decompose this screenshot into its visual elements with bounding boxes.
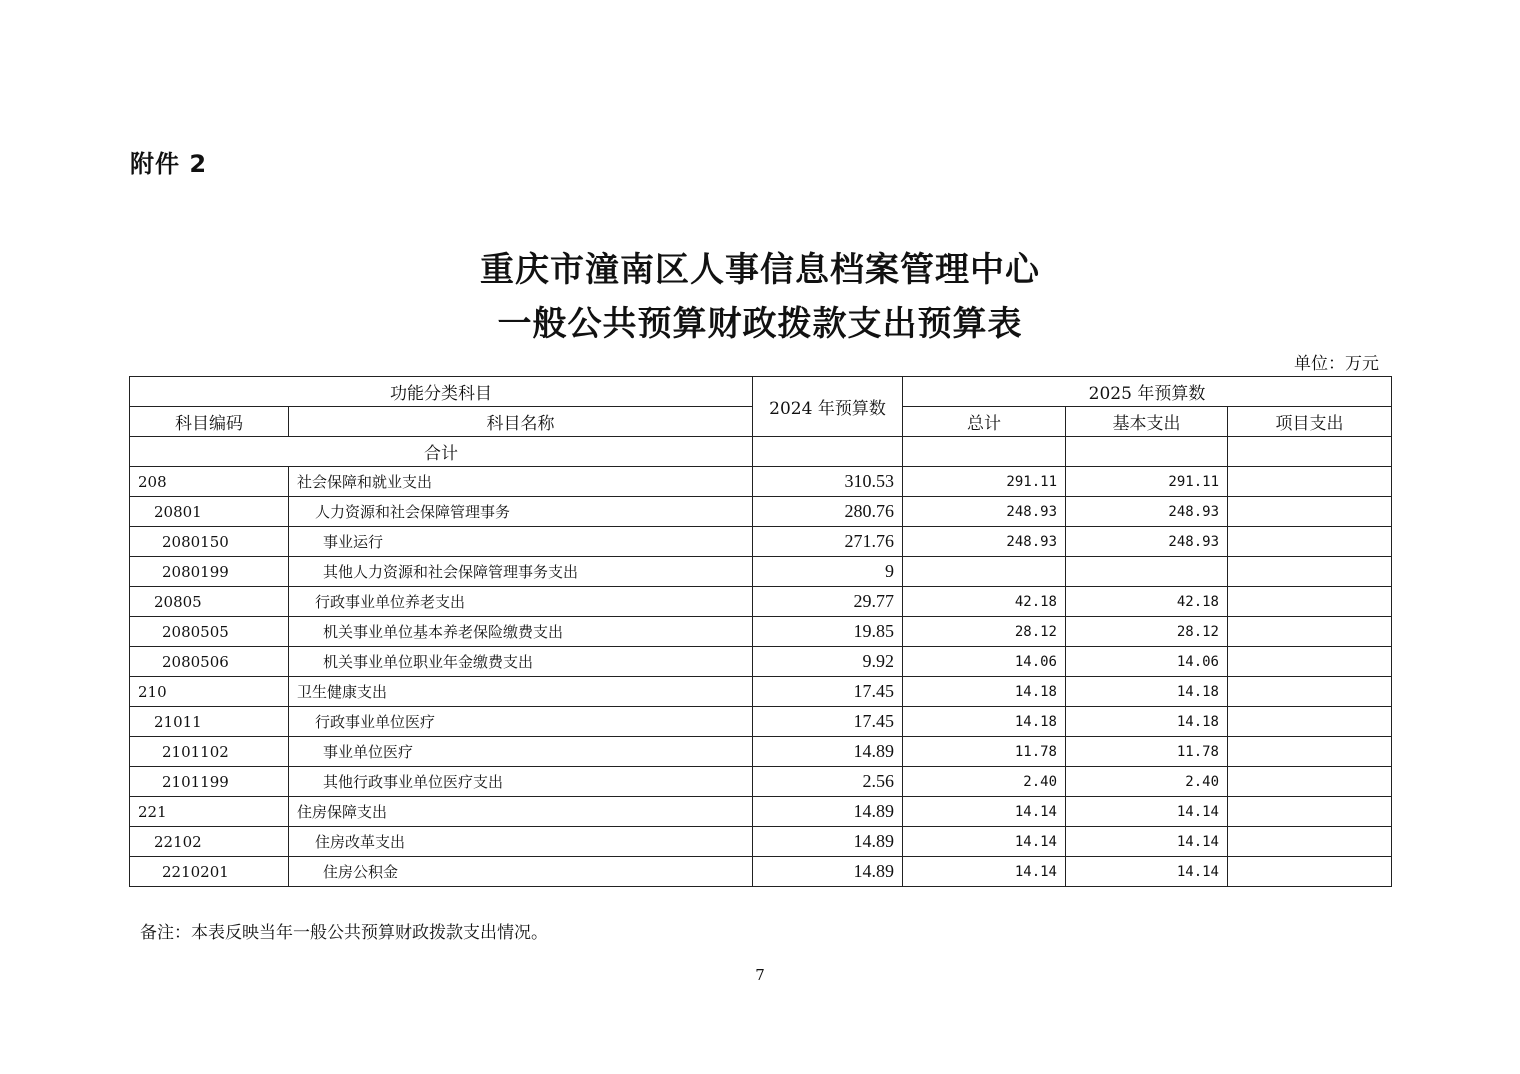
budget-2025-basic-cell: 248.93 xyxy=(1066,497,1228,527)
budget-2025-basic-cell: 2.40 xyxy=(1066,767,1228,797)
budget-2025-basic-cell: 14.06 xyxy=(1066,647,1228,677)
table-row xyxy=(130,557,1392,587)
header-project-expense: 项目支出 xyxy=(1228,407,1392,437)
subject-code-cell: 2080506 xyxy=(130,647,289,677)
header-functional-category: 功能分类科目 xyxy=(130,377,753,407)
subject-code-cell: 20801 xyxy=(130,497,289,527)
table-row xyxy=(130,617,1392,647)
budget-2025-total-cell xyxy=(903,557,1066,587)
total-2024 xyxy=(753,437,903,467)
budget-2025-total-cell: 248.93 xyxy=(903,497,1066,527)
budget-2025-project-cell xyxy=(1228,527,1392,557)
budget-2025-project-cell xyxy=(1228,827,1392,857)
unit-label: 单位：万元 xyxy=(1294,354,1379,374)
header-subject-code: 科目编码 xyxy=(130,407,289,437)
budget-2024-cell: 19.85 xyxy=(753,617,903,647)
subject-code-cell: 2080150 xyxy=(130,527,289,557)
subject-name-cell: 住房改革支出 xyxy=(289,827,753,857)
subject-code-cell: 2101199 xyxy=(130,767,289,797)
budget-2025-basic-cell: 28.12 xyxy=(1066,617,1228,647)
document-title-line1: 重庆市潼南区人事信息档案管理中心 xyxy=(480,250,1040,290)
table-row xyxy=(130,767,1392,797)
budget-2024-cell: 271.76 xyxy=(753,527,903,557)
budget-2024-cell: 17.45 xyxy=(753,707,903,737)
table-row xyxy=(130,587,1392,617)
subject-name-cell: 其他人力资源和社会保障管理事务支出 xyxy=(289,557,753,587)
budget-2024-cell: 14.89 xyxy=(753,797,903,827)
subject-code-cell: 2080505 xyxy=(130,617,289,647)
budget-2025-basic-cell: 14.14 xyxy=(1066,797,1228,827)
subject-code-cell: 21011 xyxy=(130,707,289,737)
subject-code-cell: 20805 xyxy=(130,587,289,617)
budget-2024-cell: 14.89 xyxy=(753,737,903,767)
budget-2025-project-cell xyxy=(1228,797,1392,827)
attachment-label: 附件 2 xyxy=(130,150,208,178)
budget-2025-total-cell: 14.18 xyxy=(903,677,1066,707)
budget-2024-cell: 9.92 xyxy=(753,647,903,677)
budget-2025-project-cell xyxy=(1228,857,1392,887)
subject-name-cell: 社会保障和就业支出 xyxy=(289,467,753,497)
subject-code-cell: 2210201 xyxy=(130,857,289,887)
budget-2025-basic-cell: 11.78 xyxy=(1066,737,1228,767)
budget-2025-total-cell: 14.06 xyxy=(903,647,1066,677)
header-basic-expense: 基本支出 xyxy=(1066,407,1228,437)
total-2025-total xyxy=(903,437,1066,467)
budget-table xyxy=(129,376,1392,887)
subject-code-cell: 22102 xyxy=(130,827,289,857)
budget-2024-cell: 310.53 xyxy=(753,467,903,497)
budget-2025-project-cell xyxy=(1228,677,1392,707)
budget-2024-cell: 17.45 xyxy=(753,677,903,707)
budget-2024-cell: 2.56 xyxy=(753,767,903,797)
budget-2025-project-cell xyxy=(1228,587,1392,617)
budget-2025-project-cell xyxy=(1228,467,1392,497)
footnote: 备注：本表反映当年一般公共预算财政拨款支出情况。 xyxy=(140,923,548,943)
budget-2025-project-cell xyxy=(1228,617,1392,647)
budget-2025-project-cell xyxy=(1228,647,1392,677)
subject-name-cell: 人力资源和社会保障管理事务 xyxy=(289,497,753,527)
subject-code-cell: 210 xyxy=(130,677,289,707)
subject-name-cell: 事业运行 xyxy=(289,527,753,557)
total-label: 合计 xyxy=(130,437,753,467)
budget-2024-cell: 280.76 xyxy=(753,497,903,527)
table-row xyxy=(130,707,1392,737)
subject-name-cell: 卫生健康支出 xyxy=(289,677,753,707)
subject-name-cell: 机关事业单位职业年金缴费支出 xyxy=(289,647,753,677)
document-title-line2: 一般公共预算财政拨款支出预算表 xyxy=(497,304,1023,344)
total-2025-basic xyxy=(1066,437,1228,467)
budget-2024-cell: 9 xyxy=(753,557,903,587)
budget-2025-project-cell xyxy=(1228,737,1392,767)
subject-name-cell: 其他行政事业单位医疗支出 xyxy=(289,767,753,797)
budget-2025-total-cell: 291.11 xyxy=(903,467,1066,497)
budget-2024-cell: 29.77 xyxy=(753,587,903,617)
budget-2025-basic-cell: 248.93 xyxy=(1066,527,1228,557)
budget-2024-cell: 14.89 xyxy=(753,857,903,887)
budget-2025-total-cell: 2.40 xyxy=(903,767,1066,797)
subject-code-cell: 2080199 xyxy=(130,557,289,587)
page-number: 7 xyxy=(755,966,765,984)
subject-name-cell: 行政事业单位养老支出 xyxy=(289,587,753,617)
budget-2025-basic-cell: 42.18 xyxy=(1066,587,1228,617)
subject-code-cell: 221 xyxy=(130,797,289,827)
table-row xyxy=(130,797,1392,827)
budget-2025-project-cell xyxy=(1228,767,1392,797)
table-row xyxy=(130,497,1392,527)
budget-2025-total-cell: 14.14 xyxy=(903,827,1066,857)
table-row xyxy=(130,677,1392,707)
header-subject-name: 科目名称 xyxy=(289,407,753,437)
total-2025-project xyxy=(1228,437,1392,467)
budget-2025-total-cell: 14.14 xyxy=(903,857,1066,887)
budget-2025-basic-cell: 14.14 xyxy=(1066,827,1228,857)
budget-2025-project-cell xyxy=(1228,497,1392,527)
subject-name-cell: 行政事业单位医疗 xyxy=(289,707,753,737)
table-row xyxy=(130,647,1392,677)
budget-2025-total-cell: 14.18 xyxy=(903,707,1066,737)
table-row xyxy=(130,467,1392,497)
budget-2025-total-cell: 42.18 xyxy=(903,587,1066,617)
total-row xyxy=(130,437,1392,467)
subject-code-cell: 208 xyxy=(130,467,289,497)
table-row xyxy=(130,737,1392,767)
budget-2025-project-cell xyxy=(1228,557,1392,587)
budget-2025-basic-cell: 14.18 xyxy=(1066,707,1228,737)
subject-name-cell: 住房公积金 xyxy=(289,857,753,887)
subject-name-cell: 住房保障支出 xyxy=(289,797,753,827)
budget-2025-total-cell: 248.93 xyxy=(903,527,1066,557)
budget-2025-basic-cell: 14.18 xyxy=(1066,677,1228,707)
budget-2025-project-cell xyxy=(1228,707,1392,737)
budget-2025-basic-cell xyxy=(1066,557,1228,587)
budget-2025-total-cell: 28.12 xyxy=(903,617,1066,647)
table-row xyxy=(130,857,1392,887)
budget-2025-basic-cell: 291.11 xyxy=(1066,467,1228,497)
header-total: 总计 xyxy=(903,407,1066,437)
table-row xyxy=(130,527,1392,557)
subject-name-cell: 机关事业单位基本养老保险缴费支出 xyxy=(289,617,753,647)
subject-code-cell: 2101102 xyxy=(130,737,289,767)
header-row-1 xyxy=(130,377,1392,407)
header-budget-2024: 2024 年预算数 xyxy=(753,377,903,437)
budget-2025-total-cell: 14.14 xyxy=(903,797,1066,827)
table-row xyxy=(130,827,1392,857)
budget-2024-cell: 14.89 xyxy=(753,827,903,857)
budget-2025-basic-cell: 14.14 xyxy=(1066,857,1228,887)
budget-2025-total-cell: 11.78 xyxy=(903,737,1066,767)
header-budget-2025: 2025 年预算数 xyxy=(903,377,1392,407)
subject-name-cell: 事业单位医疗 xyxy=(289,737,753,767)
